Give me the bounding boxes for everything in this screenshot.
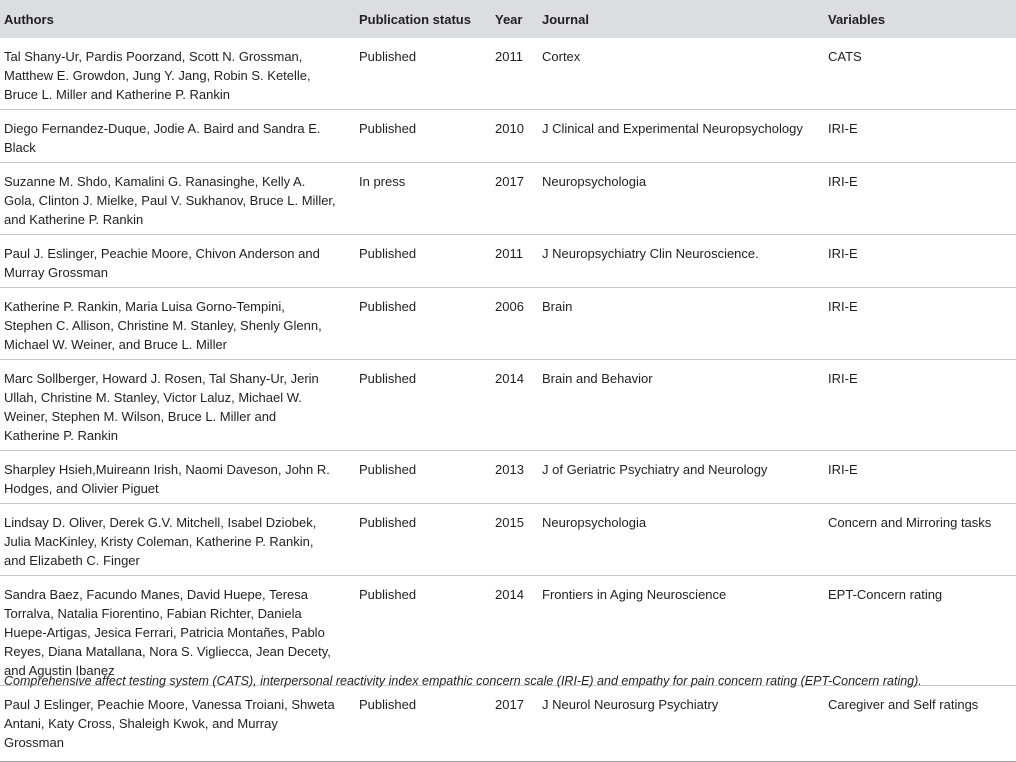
cell-authors: Paul J Eslinger, Peachie Moore, Vanessa Troiani, Shweta Antani, Katy Cross, Shaleigh Kwok, and Murray Grossman bbox=[4, 697, 335, 750]
cell-publication-status: Published bbox=[359, 246, 417, 261]
cell-authors: Paul J. Eslinger, Peachie Moore, Chivon Anderson and Murray Grossman bbox=[4, 246, 320, 280]
cell-publication-status: Published bbox=[359, 515, 417, 530]
table-row bbox=[0, 451, 1016, 504]
table-row bbox=[0, 360, 1016, 451]
table-row bbox=[0, 38, 1016, 110]
cell-year: 2013 bbox=[495, 462, 524, 477]
cell-year: 2017 bbox=[495, 174, 524, 189]
cell-year: 2011 bbox=[495, 246, 523, 261]
table-footnote: Comprehensive affect testing system (CATS), interpersonal reactivity index empathic concern scale (IRI-E) and empathy for pain concern rating (EPT-Concern rating). bbox=[4, 674, 922, 688]
cell-journal: J Neurol Neurosurg Psychiatry bbox=[542, 697, 719, 712]
cell-authors: Sandra Baez, Facundo Manes, David Huepe, Teresa Torralva, Natalia Fiorentino, Fabian Richter, Daniela Huepe-Artigas, Jesica Ferrari, Patricia Montañes, Pablo Reyes, Diana Matallana, Nora S. Vigliecca, Jean Decety, and Agustin Ibanez bbox=[4, 587, 331, 678]
table-row bbox=[0, 110, 1016, 163]
cell-publication-status: Published bbox=[359, 587, 417, 602]
cell-variables: EPT-Concern rating bbox=[828, 587, 943, 602]
cell-publication-status: Published bbox=[359, 121, 417, 136]
cell-publication-status: Published bbox=[359, 371, 417, 386]
cell-journal: J Clinical and Experimental Neuropsychology bbox=[542, 121, 803, 136]
cell-authors: Marc Sollberger, Howard J. Rosen, Tal Shany-Ur, Jerin Ullah, Christine M. Stanley, Victor Laluz, Michael W. Weiner, Stephen M. Wilson, Bruce L. Miller and Katherine P. Rankin bbox=[4, 371, 319, 443]
cell-journal: Neuropsychologia bbox=[542, 515, 647, 530]
cell-journal: Brain bbox=[542, 299, 573, 314]
cell-year: 2006 bbox=[495, 299, 524, 314]
header-authors: Authors bbox=[0, 0, 355, 38]
header-row bbox=[0, 0, 1016, 38]
cell-publication-status: Published bbox=[359, 299, 417, 314]
cell-variables: IRI-E bbox=[828, 121, 858, 136]
cell-variables: IRI-E bbox=[828, 246, 858, 261]
cell-journal: Frontiers in Aging Neuroscience bbox=[542, 587, 727, 602]
cell-publication-status: In press bbox=[359, 174, 406, 189]
cell-variables: Caregiver and Self ratings bbox=[828, 697, 979, 712]
cell-variables: CATS bbox=[828, 49, 862, 64]
cell-variables: IRI-E bbox=[828, 371, 858, 386]
header-journal: Journal bbox=[538, 0, 824, 38]
cell-year: 2015 bbox=[495, 515, 524, 530]
table-row bbox=[0, 504, 1016, 576]
table-row bbox=[0, 576, 1016, 686]
cell-year: 2014 bbox=[495, 587, 524, 602]
cell-journal: Neuropsychologia bbox=[542, 174, 647, 189]
cell-variables: Concern and Mirroring tasks bbox=[828, 515, 992, 530]
cell-journal: Cortex bbox=[542, 49, 581, 64]
cell-journal: Brain and Behavior bbox=[542, 371, 653, 386]
table-row bbox=[0, 686, 1016, 762]
header-publication-status: Publication status bbox=[355, 0, 491, 38]
table-body bbox=[0, 38, 1016, 762]
cell-publication-status: Published bbox=[359, 697, 417, 712]
cell-variables: IRI-E bbox=[828, 174, 858, 189]
cell-variables: IRI-E bbox=[828, 299, 858, 314]
table-row bbox=[0, 235, 1016, 288]
cell-variables: IRI-E bbox=[828, 462, 858, 477]
cell-authors: Lindsay D. Oliver, Derek G.V. Mitchell, Isabel Dziobek, Julia MacKinley, Kristy Coleman, Katherine P. Rankin, and Elizabeth C. Finger bbox=[4, 515, 317, 568]
cell-publication-status: Published bbox=[359, 49, 417, 64]
cell-authors: Suzanne M. Shdo, Kamalini G. Ranasinghe, Kelly A. Gola, Clinton J. Mielke, Paul V. Sukhanov, Bruce L. Miller, and Katherine P. Rankin bbox=[4, 174, 336, 227]
header-year: Year bbox=[491, 0, 538, 38]
cell-journal: J Neuropsychiatry Clin Neuroscience. bbox=[542, 246, 759, 261]
cell-publication-status: Published bbox=[359, 462, 417, 477]
table-row bbox=[0, 163, 1016, 235]
cell-authors: Tal Shany-Ur, Pardis Poorzand, Scott N. Grossman, Matthew E. Growdon, Jung Y. Jang, Robin S. Ketelle, Bruce L. Miller and Katherine P. Rankin bbox=[4, 49, 311, 102]
cell-year: 2017 bbox=[495, 697, 524, 712]
cell-year: 2011 bbox=[495, 49, 523, 64]
cell-journal: J of Geriatric Psychiatry and Neurology bbox=[542, 462, 768, 477]
cell-year: 2010 bbox=[495, 121, 524, 136]
cell-authors: Sharpley Hsieh,Muireann Irish, Naomi Daveson, John R. Hodges, and Olivier Piguet bbox=[4, 462, 330, 496]
header-variables: Variables bbox=[824, 0, 1016, 38]
cell-authors: Diego Fernandez-Duque, Jodie A. Baird and Sandra E. Black bbox=[4, 121, 321, 155]
cell-authors: Katherine P. Rankin, Maria Luisa Gorno-Tempini, Stephen C. Allison, Christine M. Stanley, Shenly Glenn, Michael W. Weiner, and Bruce L. Miller bbox=[4, 299, 322, 352]
table-header bbox=[0, 0, 1016, 38]
table-row bbox=[0, 288, 1016, 360]
cell-year: 2014 bbox=[495, 371, 524, 386]
